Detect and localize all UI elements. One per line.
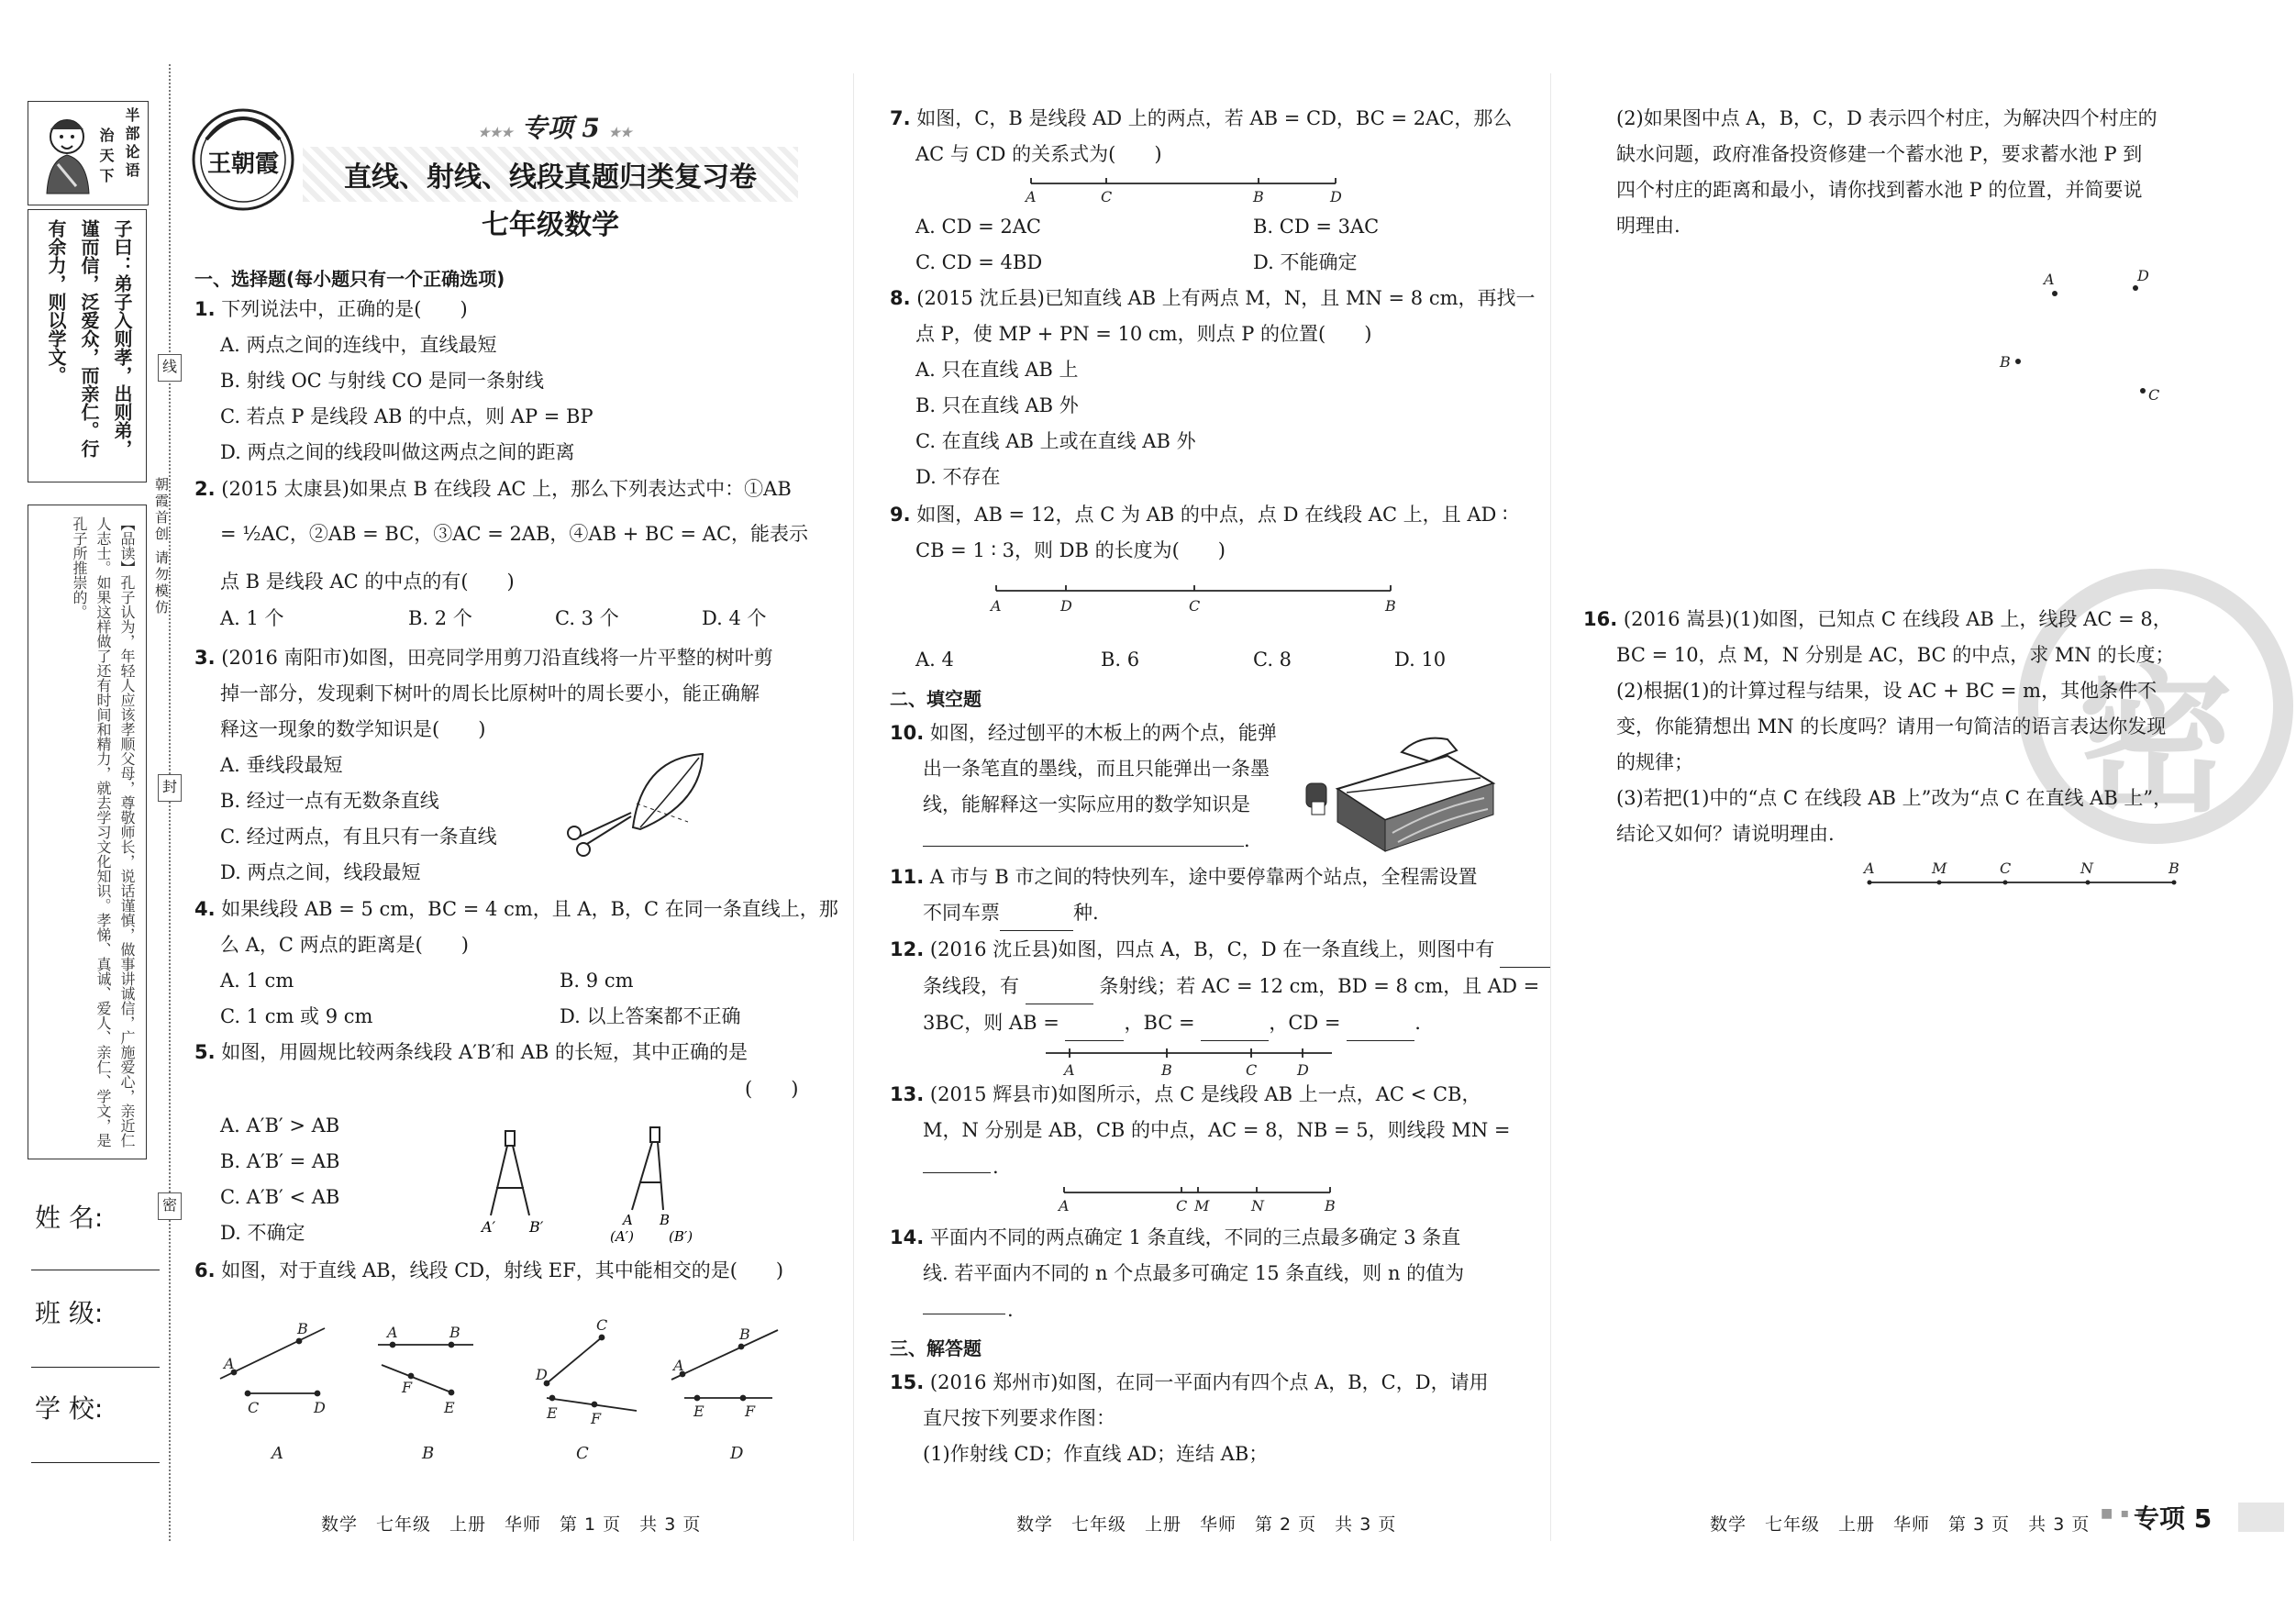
svg-text:A: A [1026,188,1037,205]
svg-text:C: C [596,1316,608,1334]
q8-opt-a[interactable]: A. 只在直线 AB 上 [915,359,1079,381]
page-title: 直线、射线、线段真题归类复习卷 [344,161,757,194]
q14-number: 14. [890,1226,925,1248]
class-label: 班 级: [35,1298,104,1328]
footer-page-2: 数学 七年级 上册 华师 第 2 页 共 3 页 [1016,1514,1397,1535]
compass-icon [632,1127,663,1210]
star-icon: ★★ [608,126,632,140]
svg-text:M: M [1932,859,1947,877]
q1-opt-a[interactable]: A. 两点之间的连线中，直线最短 [220,334,497,356]
q15-line1: 15. (2016 郑州市)如图，在同一平面内有四个点 A，B，C，D，请用 [890,1371,1489,1393]
q12-blank-cd[interactable] [1347,1018,1414,1041]
q16-line7: 结论又如何？请说明理由. [1616,823,1835,845]
q16-line3: (2)根据(1)的计算过程与结果，设 AC + BC = m，其他条件不 [1616,680,2157,702]
q10-line1: 10. 如图，经过刨平的木板上的两个点，能弹 [890,722,1277,744]
svg-text:D: D [314,1399,326,1416]
scissors-icon [568,813,631,856]
svg-text:A: A [2044,271,2055,288]
q4-line2: 么 A，C 两点的距离是( ) [220,934,469,956]
q10-number: 10. [890,722,925,744]
sidebar [28,101,151,1165]
sidebar-banner-top: 半部论语 [123,107,140,181]
svg-text:N: N [1251,1197,1264,1214]
q3-opt-b[interactable]: B. 经过一点有无数条直线 [220,790,439,812]
svg-text:D: D [2137,267,2149,284]
q16-number: 16. [1583,608,1618,630]
special-label [449,108,660,145]
column-divider [853,73,854,1541]
q2-opt-d[interactable]: D. 4 个 [702,607,767,629]
q1-opt-d[interactable]: D. 两点之间的线段叫做这两点之间的距离 [220,441,575,463]
q8-opt-d[interactable]: D. 不存在 [915,466,1001,488]
q7-line2: AC 与 CD 的关系式为( ) [915,143,1162,165]
q15-part2-line1: (2)如果图中点 A，B，C，D 表示四个村庄，为解决四个村庄的 [1616,107,2157,129]
q16-line4: 变，你能猜想出 MN 的长度吗？请用一句简洁的语言表达你发现 [1616,715,2167,738]
svg-text:A: A [1059,1197,1070,1214]
q5-opt-c[interactable]: C. A′B′ < AB [220,1186,340,1208]
svg-text:C: C [2148,386,2160,404]
svg-text:C: C [1246,1061,1258,1079]
q4-opt-d[interactable]: D. 以上答案都不正确 [560,1005,741,1027]
star-icon: ★★★ [478,126,513,140]
svg-text:N: N [2080,859,2093,877]
q16-line1: 16. (2016 嵩县)(1)如图，已知点 C 在线段 AB 上，线段 AC = 8， [1583,608,2172,630]
q10-line3: 线，能解释这一实际应用的数学知识是 [923,793,1250,815]
q8-opt-b[interactable]: B. 只在直线 AB 外 [915,394,1079,416]
logo-badge [188,103,298,213]
q1-opt-c[interactable]: C. 若点 P 是线段 AB 的中点，则 AP = BP [220,405,593,427]
q15-part2-line2: 缺水问题，政府准备投资修建一个蓄水池 P，要求蓄水池 P 到 [1616,143,2143,165]
q9-opt-d[interactable]: D. 10 [1394,649,1447,671]
q3-opt-a[interactable]: A. 垂线段最短 [220,754,343,776]
q14-answer-blank[interactable] [923,1292,1005,1314]
q8-line2: 点 P，使 MP + PN = 10 cm，则点 P 的位置( ) [915,323,1372,345]
q9-segment-figure [985,580,1407,616]
svg-text:A: A [1864,859,1875,877]
column-divider [1550,73,1551,1541]
svg-text:B: B [660,1212,671,1228]
q15-line3: (1)作射线 CD；作直线 AD；连结 AB； [923,1443,1269,1465]
q8-opt-c[interactable]: C. 在直线 AB 上或在直线 AB 外 [915,430,1196,452]
svg-text:F: F [745,1403,756,1420]
q6-fig-label-c: C [576,1444,589,1463]
svg-text:B: B [2000,353,2011,371]
q15-part2-line3: 四个村庄的距离和最小，请你找到蓄水池 P 的位置，并简要说 [1616,179,2143,201]
svg-text:C: C [1176,1197,1188,1214]
svg-text:A: A [991,597,1002,615]
q13-line1: 13. (2015 辉县市)如图所示，点 C 是线段 AB 上一点，AC < CB， [890,1083,1481,1105]
q3-leaf-scissors-figure [560,749,715,863]
q13-line2: M，N 分别是 AB，CB 的中点，AC = 8，NB = 5，则线段 MN = [923,1119,1511,1141]
q6-fig-label-a: A [272,1444,283,1463]
q5-opt-a[interactable]: A. A′B′ > AB [220,1115,340,1137]
q7-segment-figure [1018,174,1348,207]
q4-line1: 4. 如果线段 AB = 5 cm，BC = 4 cm，且 A，B，C 在同一条直线上，那 [194,898,838,920]
q7-opt-a[interactable]: A. CD = 2AC [915,216,1041,238]
q14-period: . [1007,1299,1014,1321]
svg-text:A′: A′ [482,1218,496,1236]
svg-text:E: E [444,1399,455,1416]
q3-line2: 掉一部分，发现剩下树叶的周长比原树叶的周长要小，能正确解 [220,682,760,704]
corner-tag-text: 专项 5 [2134,1503,2213,1534]
bind-mark-mi: 密 [158,1192,182,1220]
svg-text:C: C [1101,188,1113,205]
q10-woodboard-figure [1301,725,1503,853]
footer-page-1: 数学 七年级 上册 华师 第 1 页 共 3 页 [321,1514,702,1535]
q15-part2-line4: 明理由. [1616,215,1680,237]
sidebar-banner [28,101,149,205]
q3-line3: 释这一现象的数学知识是( ) [220,718,486,740]
q12-blank-ab[interactable] [1065,1018,1124,1041]
compass-icon [491,1131,529,1215]
q6-fig-label-d: D [730,1444,744,1463]
svg-text:D: D [1330,188,1342,205]
q2-line3: 点 B 是线段 AC 的中点的有( ) [220,571,515,593]
q2-opt-b[interactable]: B. 2 个 [408,607,472,629]
q2-line1: 2. (2015 太康县)如果点 B 在线段 AC 上，那么下列表达式中：①AB [194,478,792,500]
q9-number: 9. [890,504,911,526]
q5-compass-figure [472,1124,738,1243]
q1-opt-b[interactable]: B. 射线 OC 与射线 CO 是同一条射线 [220,370,545,392]
q13-segment-figure [1055,1181,1339,1218]
q11-number: 11. [890,866,925,888]
q3-opt-c[interactable]: C. 经过两点，有且只有一条直线 [220,826,497,848]
svg-text:A: A [1064,1061,1075,1079]
q10-answer-blank[interactable] [923,824,1244,847]
q9-opt-b[interactable]: B. 6 [1101,649,1140,671]
school-field[interactable] [31,1462,160,1463]
q14-line2: 线. 若平面内不同的 n 个点最多可确定 15 条直线，则 n 的值为 [923,1262,1465,1284]
q12-line1: 12. (2016 沈丘县)如图，四点 A，B，C，D 在一条直线上，则图中有 [890,932,1551,968]
q15-line2: 直尺按下列要求作图： [923,1407,1115,1429]
binding-line [169,64,171,1541]
special-text: 专项 5 [521,113,600,143]
svg-text:E: E [547,1404,558,1422]
q16-line5: 的规律； [1616,751,1693,773]
q1-stem: 1. 下列说法中，正确的是( ) [194,298,468,320]
corner-tag-bar [2238,1503,2284,1532]
q2-opt-a[interactable]: A. 1 个 [220,607,284,629]
section-choice: 一、选择题(每小题只有一个正确选项) [194,268,505,290]
page-subtitle: 七年级数学 [482,209,619,241]
svg-text:B: B [739,1325,750,1343]
svg-text:B: B [1325,1197,1336,1214]
seal-text: 朝霞首创 请勿模仿 [153,477,170,616]
q13-period: . [993,1156,999,1178]
q9-line1: 9. 如图，AB = 12，点 C 为 AB 的中点，点 D 在线段 AC 上，且 AD ∶ [890,504,1508,526]
svg-text:A: A [623,1212,633,1228]
q12-blank-bc[interactable] [1201,1018,1269,1041]
svg-text:M: M [1194,1197,1210,1214]
q5-opt-b[interactable]: B. A′B′ = AB [220,1150,340,1172]
school-label: 学 校: [35,1393,104,1424]
q12-line3: 3BC，则 AB = ，BC = ，CD = . [923,1005,1421,1041]
q7-opt-b[interactable]: B. CD = 3AC [1253,216,1380,238]
q14-line1: 14. 平面内不同的两点确定 1 条直线，不同的三点最多确定 3 条直 [890,1226,1461,1248]
q11-answer-blank[interactable] [1000,908,1073,931]
watermark-text: 密 [2077,652,2234,834]
svg-text:D: D [536,1366,548,1383]
q16-segment-figure [1857,859,2187,895]
svg-text:B: B [449,1324,460,1341]
q8-number: 8. [890,287,911,309]
q3-number: 3. [194,647,216,669]
q6-number: 6. [194,1259,216,1281]
q6-fig-label-b: B [422,1444,435,1463]
corner-tag [2101,1497,2284,1537]
logo-text: 王朝霞 [206,150,279,178]
footer-page-3: 数学 七年级 上册 华师 第 3 页 共 3 页 [1710,1514,2091,1535]
q1-number: 1. [194,298,216,320]
q4-opt-c[interactable]: C. 1 cm 或 9 cm [220,1005,373,1027]
q7-opt-c[interactable]: C. CD = 4BD [915,251,1043,273]
svg-text:B: B [1253,188,1264,205]
q11-line2: 不同车票 种. [923,895,1099,931]
q8-line1: 8. (2015 沈丘县)已知直线 AB 上有两点 M，N，且 MN = 8 cm，再找一 [890,287,1536,309]
q16-line2: BC = 10，点 M，N 分别是 AC，BC 的中点，求 MN 的长度； [1616,644,2175,666]
svg-text:E: E [693,1403,704,1420]
q10-period: . [1244,829,1250,851]
q11-line1: 11. A 市与 B 市之间的特快列车，途中要停靠两个站点，全程需设置 [890,866,1478,888]
dots-icon: ■ ▪ ▪ [2101,1506,2148,1521]
q5-line2: ( ) [745,1078,799,1100]
q3-opt-d[interactable]: D. 两点之间，线段最短 [220,861,421,883]
sidebar-banner-side: 治天下 [97,128,115,188]
q5-line1: 5. 如图，用圆规比较两条线段 A′B′和 AB 的长短，其中正确的是 [194,1041,749,1063]
q3-line1: 3. (2016 南阳市)如图，田亮同学用剪刀沿直线将一片平整的树叶剪 [194,647,773,669]
sidebar-reading: 【品读】孔子认为，年轻人应该孝顺父母，尊敬师长，说话谨慎，做事讲诚信，广施爱心，亲近仁人志士。如果这样做了还有时间和精力，就去学习文化知识。孝悌、真诚、爱人、亲仁、学文，是孔子所推崇的。 [28,505,147,1159]
svg-text:A: A [387,1324,398,1341]
q6-figures [211,1310,798,1466]
bind-mark-xian: 线 [158,354,182,382]
q5-number: 5. [194,1041,216,1063]
svg-text:B′: B′ [529,1218,544,1236]
q12-blank-segments[interactable] [1500,945,1551,968]
q2-number: 2. [194,478,216,500]
q7-opt-d[interactable]: D. 不能确定 [1253,251,1358,273]
q12-number: 12. [890,938,925,960]
svg-text:D: D [1060,597,1072,615]
svg-text:(B′): (B′) [669,1228,693,1243]
section-fill: 二、填空题 [890,688,982,710]
q4-opt-a[interactable]: A. 1 cm [220,970,294,992]
svg-text:A: A [673,1357,684,1374]
q13-answer-blank[interactable] [923,1150,991,1173]
q7-number: 7. [890,107,911,129]
sidebar-quote: 子曰：弟子入则孝，出则弟，谨而信，泛爱众，而亲仁。行有余力，则以学文。 [28,209,147,482]
q2-opt-c[interactable]: C. 3 个 [555,607,619,629]
svg-text:B: B [297,1320,308,1337]
svg-text:D: D [1297,1061,1309,1079]
q7-line1: 7. 如图，C，B 是线段 AD 上的两点，若 AB = CD，BC = 2AC，那么 [890,107,1513,129]
svg-text:C: C [248,1399,260,1416]
svg-text:C: C [1189,597,1201,615]
q16-line6: (3)若把(1)中的“点 C 在线段 AB 上”改为“点 C 在直线 AB 上”， [1616,787,2173,809]
svg-text:B: B [2168,859,2180,877]
q2-line2: = ½AC，②AB = BC，③AC = 2AB，④AB + BC = AC，能表示 [220,523,809,545]
q9-opt-c[interactable]: C. 8 [1253,649,1292,671]
q10-line2: 出一条笔直的墨线，而且只能弹出一条墨 [923,758,1270,780]
svg-text:F: F [402,1379,413,1396]
q4-opt-b[interactable]: B. 9 cm [560,970,634,992]
q9-opt-a[interactable]: A. 4 [915,649,954,671]
q12-blank-rays[interactable] [1026,981,1093,1004]
q5-opt-d[interactable]: D. 不确定 [220,1222,305,1244]
svg-text:(A′): (A′) [610,1228,634,1243]
q13-number: 13. [890,1083,925,1105]
svg-text:A: A [224,1355,235,1372]
q12-line2: 条线段，有 条射线；若 AC = 12 cm，BD = 8 cm，且 AD = [923,969,1539,1004]
name-label: 姓 名: [35,1203,104,1233]
section-answer: 三、解答题 [890,1337,982,1359]
q15-number: 15. [890,1371,925,1393]
svg-text:B: B [1161,1061,1172,1079]
class-field[interactable] [31,1367,160,1368]
bind-mark-feng: 封 [158,774,182,802]
svg-text:C: C [2000,859,2012,877]
q6-stem: 6. 如图，对于直线 AB，线段 CD，射线 EF，其中能相交的是( ) [194,1259,784,1281]
q4-number: 4. [194,898,216,920]
q15-points-figure [1991,266,2174,413]
svg-text:B: B [1385,597,1396,615]
q9-line2: CB = 1 ∶ 3，则 DB 的长度为( ) [915,539,1226,561]
svg-text:F: F [591,1410,602,1427]
